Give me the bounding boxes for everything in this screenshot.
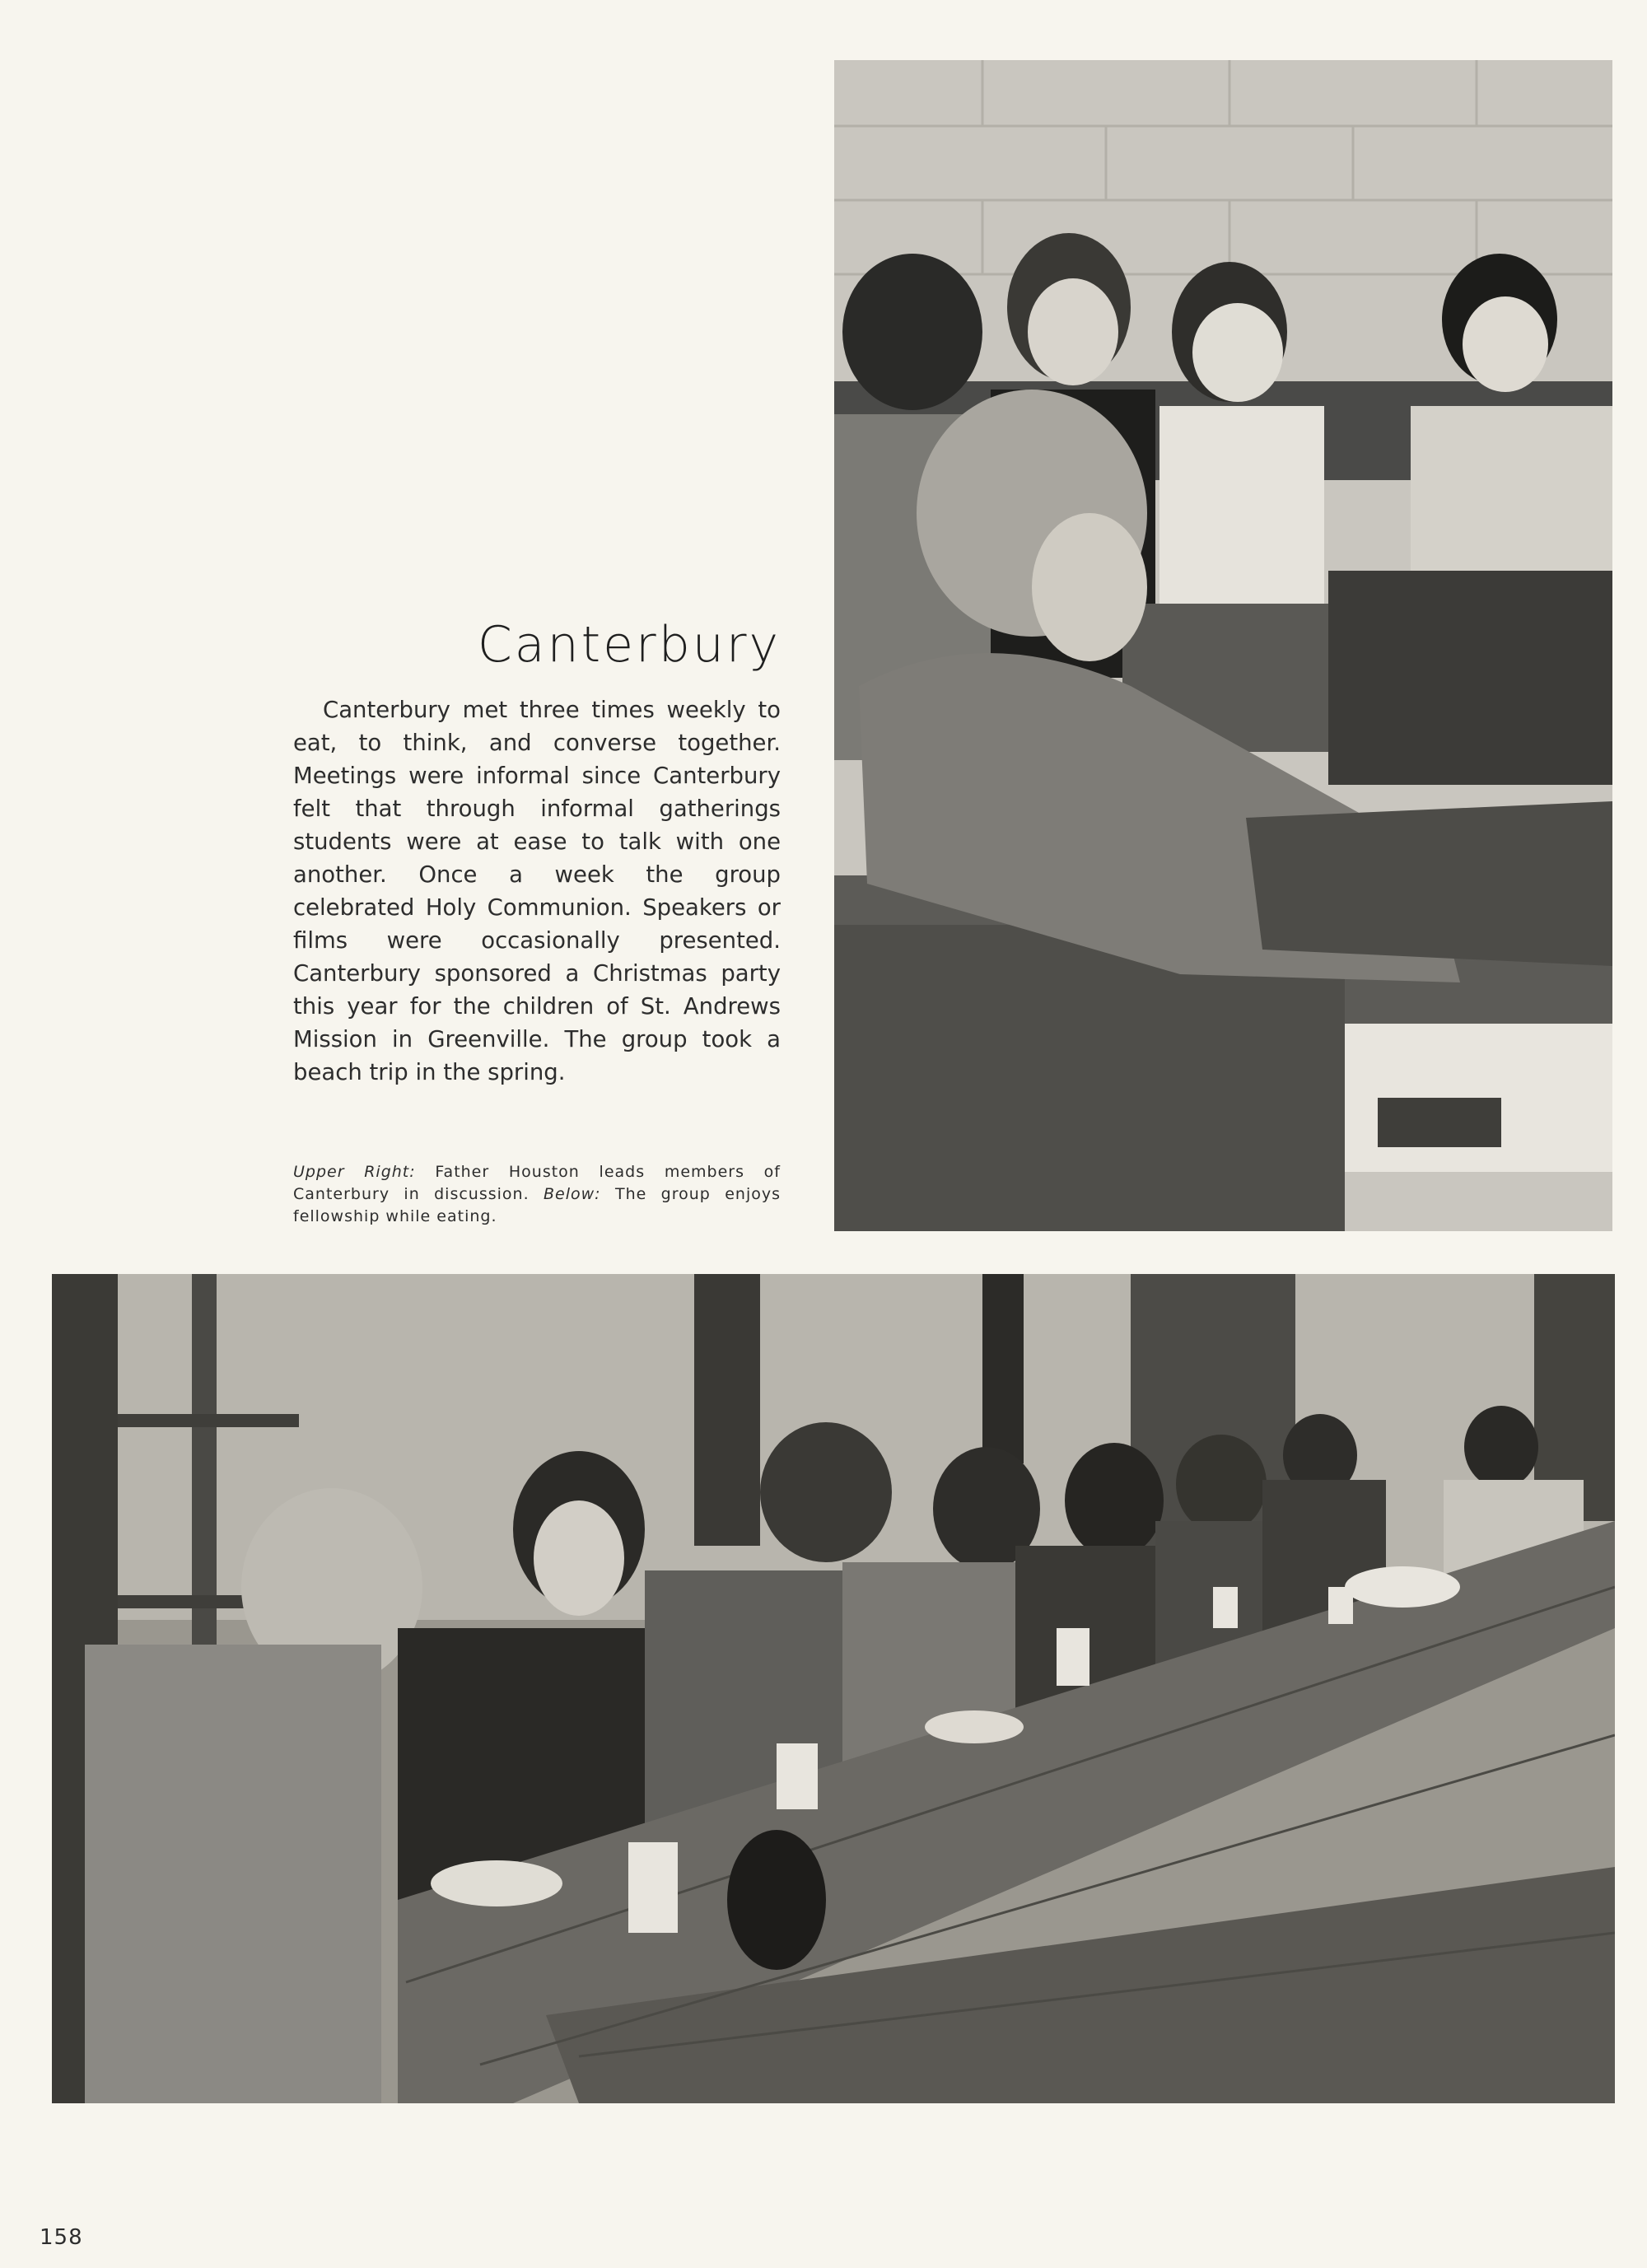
article-title: Canterbury (477, 616, 781, 674)
photo-caption (293, 1161, 781, 1228)
caption-text-upper-right: Father Houston leads members of Canterbury in discussion. (293, 1163, 781, 1203)
photo-discussion (834, 60, 1612, 1231)
caption-text-below: The group enjoys fellowship while eating. (293, 1185, 782, 1225)
photo-fellowship-meal (52, 1274, 1615, 2103)
article-body: Canterbury met three times weekly to eat, to think, and converse together. Meetings were informal since Canterbury felt that through informal gatherings students were at ease to talk with one another. Once a week the group celebrated Holy Communion. Speakers or films were occasionally presented. Canterbury sponsored a Christmas party this year for the children of St. Andrews Mission in Greenville. The group took a beach trip in the spring. (293, 697, 781, 1085)
page-number: 158 (40, 2225, 83, 2250)
caption-label-below: Below: (544, 1185, 601, 1203)
caption-label-upper-right: Upper Right: (293, 1163, 416, 1181)
